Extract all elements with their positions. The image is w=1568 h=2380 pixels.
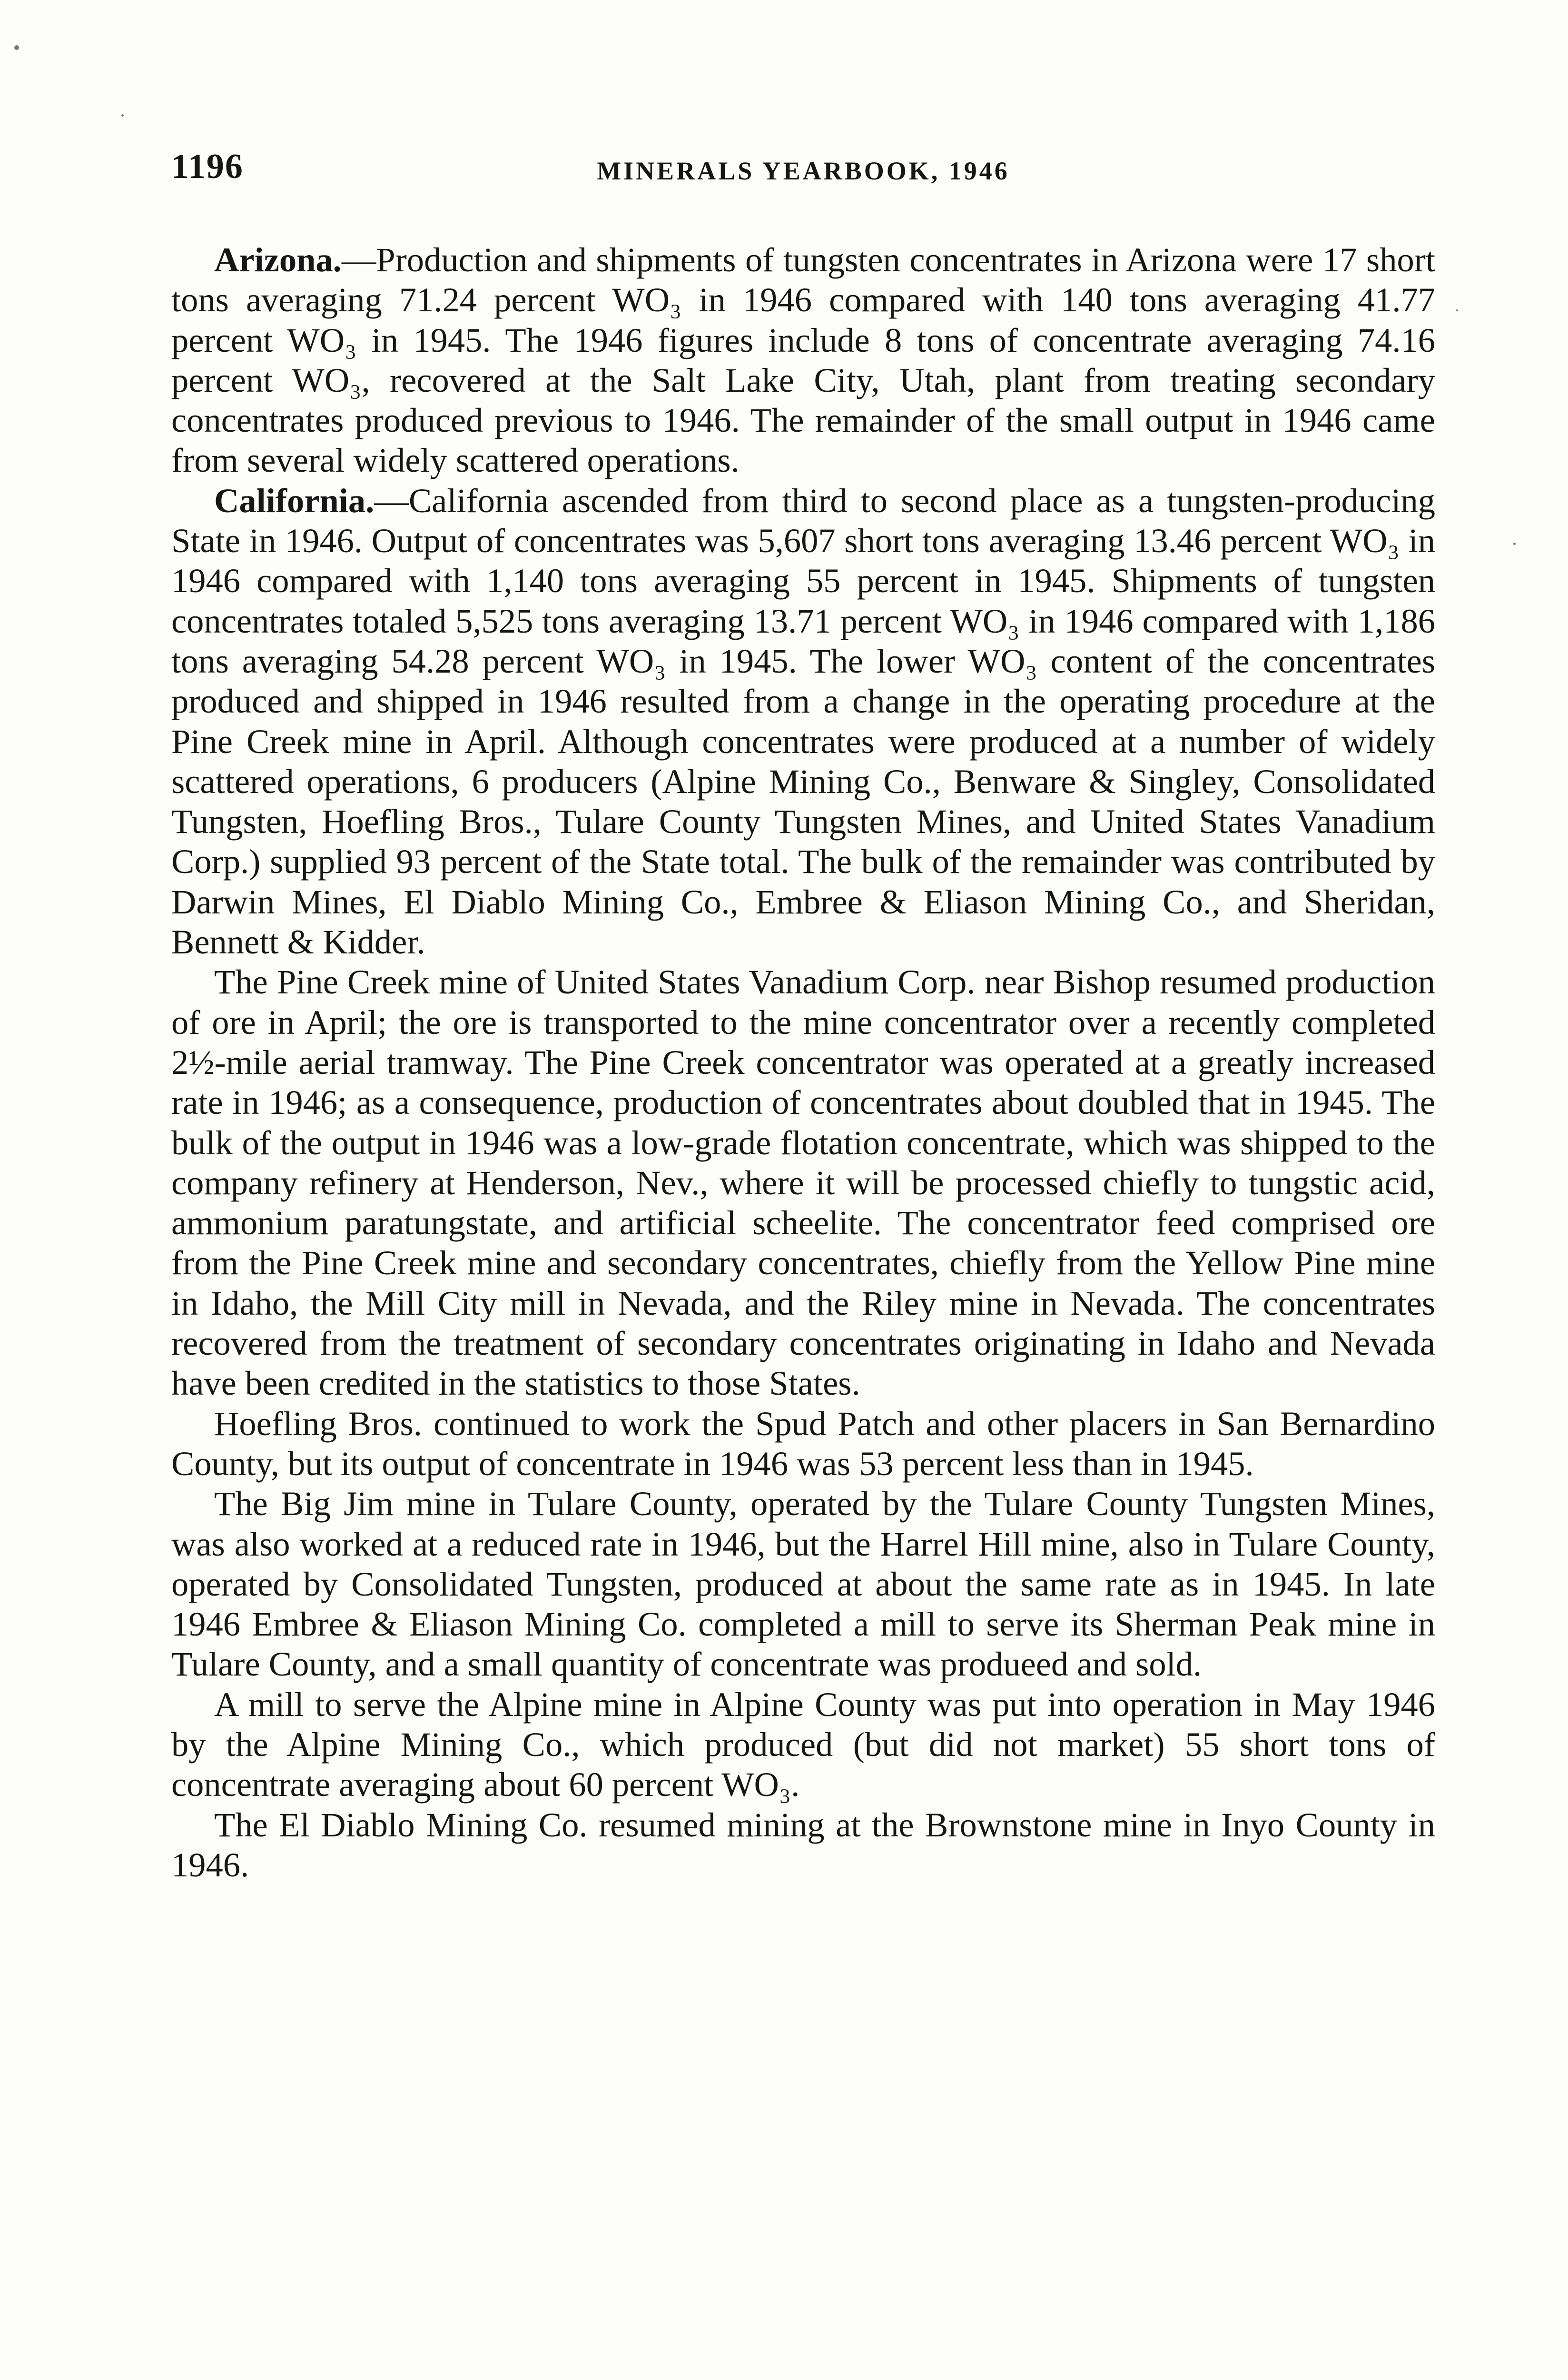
paragraph-el-diablo <box>171 1805 1435 1885</box>
running-head <box>171 143 1435 205</box>
page-number: 1196 <box>171 147 244 186</box>
paragraph-text: Hoefling Bros. continued to work the Spud Patch and other placers in San Bernardino County, but its output of concentrate in 1946 was 53 percent less than in 1945. <box>171 1404 1435 1483</box>
paragraph-pine-creek <box>171 962 1435 1403</box>
page-header: MINERALS YEARBOOK, 1946 <box>597 157 1010 185</box>
page <box>171 143 1435 1885</box>
scan-speck <box>14 45 19 50</box>
paragraph-text: The El Diablo Mining Co. resumed mining at the Brownstone mine in Inyo County in 1946. <box>171 1805 1435 1884</box>
paragraph-arizona <box>171 240 1435 481</box>
paragraph-alpine <box>171 1685 1435 1805</box>
paragraph-big-jim <box>171 1484 1435 1684</box>
paragraph-text: —Production and shipments of tungsten concentrates in Arizona were 17 short tons averaging 71.24 percent WO₃ in 1946 compared with 140 tons averaging 41.77 percent WO₃ in 1945. The 1946 figures include 8 tons of concentrate averaging 74.16 percent WO₃, recovered at the Salt Lake City, Utah, plant from treating secondary concentrates produced previous to 1946. The remainder of the small output in 1946 came from several widely scattered operations. <box>171 240 1435 480</box>
scan-speck <box>1513 543 1516 545</box>
body-text <box>171 240 1435 1885</box>
paragraph-text: —California ascended from third to second place as a tungsten-producing State in 1946. Output of concentrates was 5,607 short tons averaging 13.46 percent WO₃ in 1946 compared with 1,140 tons averaging 55 percent in 1945. Shipments of tungsten concentrates totaled 5,525 tons averaging 13.71 percent WO₃ in 1946 compared with 1,186 tons averaging 54.28 percent WO₃ in 1945. The lower WO₃ content of the concentrates produced and shipped in 1946 resulted from a change in the operating procedure at the Pine Creek mine in April. Although concentrates were produced at a number of widely scattered operations, 6 producers (Alpine Mining Co., Benware & Singley, Consolidated Tungsten, Hoefling Bros., Tulare County Tungsten Mines, and United States Vanadium Corp.) supplied 93 percent of the State total. The bulk of the remainder was contributed by Darwin Mines, El Diablo Mining Co., Embree & Eliason Mining Co., and Sheridan, Bennett & Kidder. <box>171 481 1435 962</box>
paragraph-heading: California. <box>214 481 375 520</box>
paragraph-california <box>171 481 1435 962</box>
scan-speck <box>1456 309 1458 311</box>
scan-speck <box>121 114 124 117</box>
paragraph-heading: Arizona. <box>214 240 342 279</box>
paragraph-text: A mill to serve the Alpine mine in Alpine County was put into operation in May 1946 by the Alpine Mining Co., which produced (but did not market) 55 short tons of concentrate averaging about 60 percent WO₃. <box>171 1685 1435 1804</box>
paragraph-hoefling <box>171 1404 1435 1484</box>
paragraph-text: The Big Jim mine in Tulare County, operated by the Tulare County Tungsten Mines, was also worked at a reduced rate in 1946, but the Harrel Hill mine, also in Tulare County, operated by Consolidated Tungsten, produced at about the same rate as in 1945. In late 1946 Embree & Eliason Mining Co. completed a mill to serve its Sherman Peak mine in Tulare County, and a small quantity of concentrate was produeed and sold. <box>171 1484 1435 1684</box>
paragraph-text: The Pine Creek mine of United States Vanadium Corp. near Bishop resumed production of ore in April; the ore is transported to the mine concentrator over a recently completed 2½-mile aerial tramway. The Pine Creek concentrator was operated at a greatly increased rate in 1946; as a consequence, production of concentrates about doubled that in 1945. The bulk of the output in 1946 was a low-grade flotation concentrate, which was shipped to the company refinery at Henderson, Nev., where it will be processed chiefly to tungstic acid, ammonium paratungstate, and artificial scheelite. The concentrator feed comprised ore from the Pine Creek mine and secondary concentrates, chiefly from the Yellow Pine mine in Idaho, the Mill City mill in Nevada, and the Riley mine in Nevada. The concentrates recovered from the treatment of secondary concentrates originating in Idaho and Nevada have been credited in the statistics to those States. <box>171 962 1435 1403</box>
